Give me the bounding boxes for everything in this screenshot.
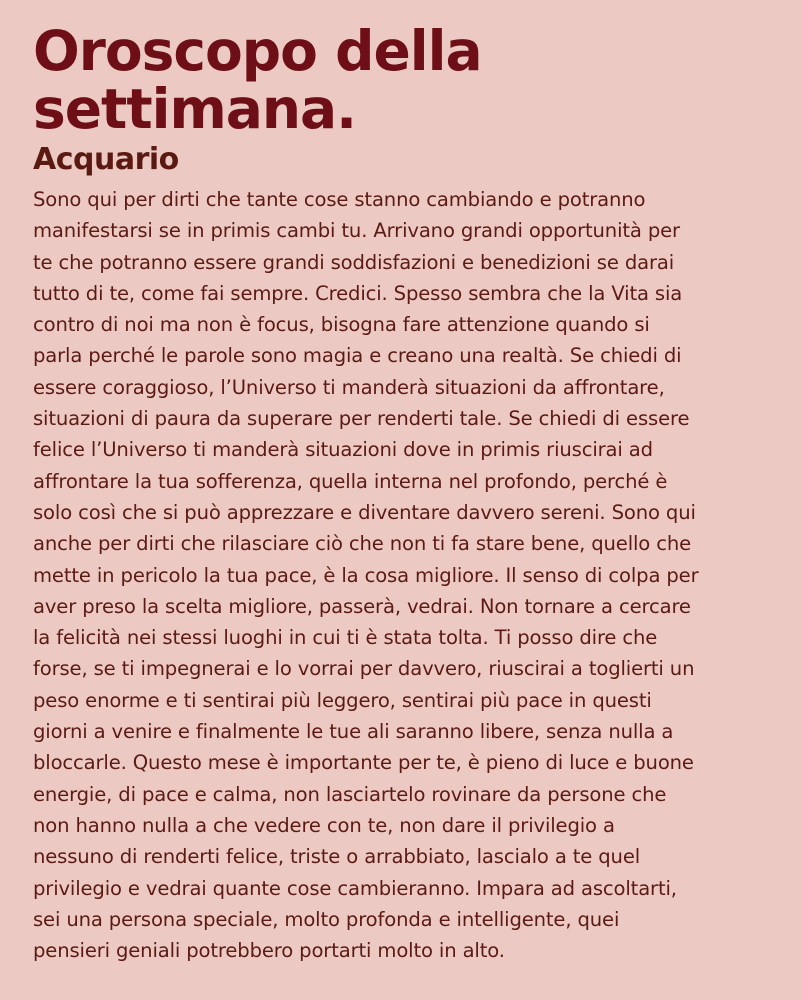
body-line: la felicità nei stessi luoghi in cui ti è stata tolta. Ti posso dire che [33,626,658,650]
body-line: Sono qui per dirti che tante cose stanno cambiando e potranno [33,188,646,211]
body-line: anche per dirti che rilasciare ciò che non ti fa stare bene, quello che [33,532,692,556]
body-line: privilegio e vedrai quante cose cambieranno. Impara ad ascoltarti, [33,876,677,900]
page-title-line-1: Oroscopo della [33,19,482,83]
body-line: mette in pericolo la tua pace, è la cosa migliore. Il senso di colpa per [33,563,699,587]
body-line: solo così che si può apprezzare e diventare davvero sereni. Sono qui [33,500,696,524]
horoscope-body-text [33,184,778,966]
body-line: essere coraggioso, l’Universo ti manderà situazioni da affrontare, [33,375,665,399]
page-title [33,19,778,141]
body-line: peso enorme e ti sentirai più leggero, sentirai più pace in questi [33,688,652,712]
body-line: aver preso la scelta migliore, passerà, vedrai. Non tornare a cercare [33,594,691,618]
body-line: nessuno di renderti felice, triste o arrabbiato, lascialo a te quel [33,845,641,869]
page-title-line-2: settimana. [33,77,357,141]
body-line: non hanno nulla a che vedere con te, non dare il privilegio a [33,813,615,837]
body-line: affrontare la tua sofferenza, quella interna nel profondo, perché è [33,469,668,493]
body-line: tutto di te, come fai sempre. Credici. Spesso sembra che la Vita sia [33,281,683,305]
body-line: giorni a venire e finalmente le tue ali saranno libere, senza nulla a [33,720,674,744]
body-line: felice l’Universo ti manderà situazioni dove in primis riuscirai ad [33,438,653,462]
body-line: bloccarle. Questo mese è importante per te, è pieno di luce e buone [33,751,694,775]
body-line: contro di noi ma non è focus, bisogna fare attenzione quando si [33,313,650,337]
body-line: parla perché le parole sono magia e creano una realtà. Se chiedi di [33,344,682,368]
body-line: sei una persona speciale, molto profonda e intelligente, quei [33,907,620,931]
body-line: situazioni di paura da superare per renderti tale. Se chiedi di essere [33,407,690,431]
body-line: energie, di pace e calma, non lasciartelo rovinare da persone che [33,782,667,806]
body-line: te che potranno essere grandi soddisfazioni e benedizioni se darai [33,250,675,274]
body-line: forse, se ti impegnerai e lo vorrai per davvero, riuscirai a toglierti un [33,657,695,681]
body-line: manifestarsi se in primis cambi tu. Arrivano grandi opportunità per [33,219,680,243]
body-line: pensieri geniali potrebbero portarti molto in alto. [33,939,505,963]
zodiac-sign-heading: Acquario [33,142,179,177]
